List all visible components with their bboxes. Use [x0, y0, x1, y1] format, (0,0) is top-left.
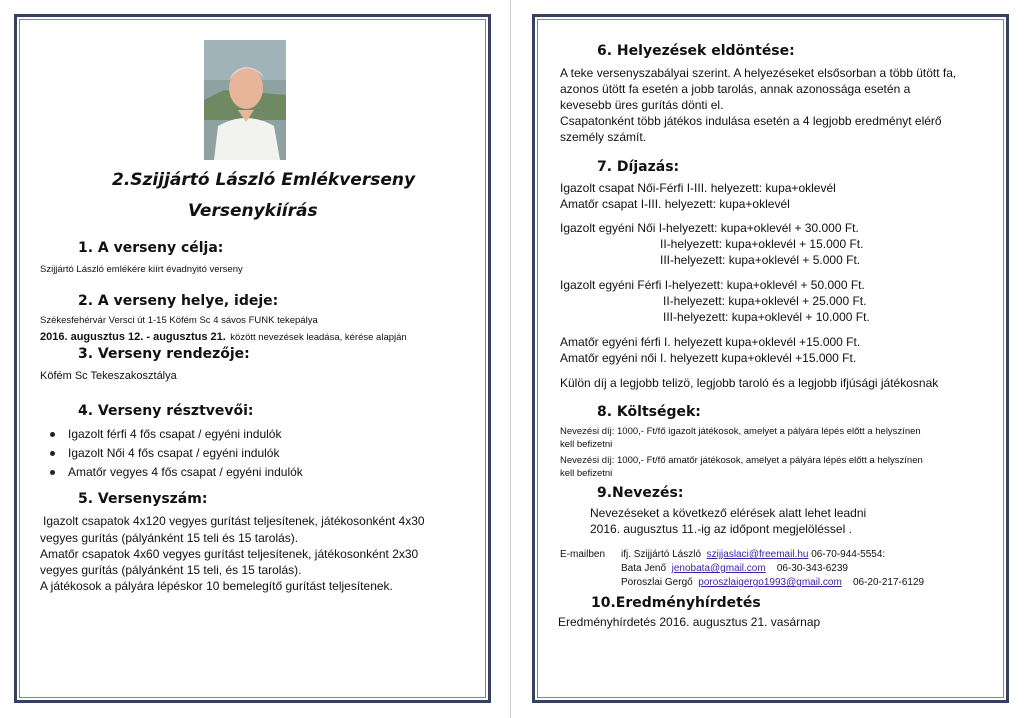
section-10-title: 10.Eredményhírdetés [591, 595, 761, 611]
bullet-icon [50, 470, 55, 475]
section-6-line: Csapatonként több játékos indulása esetén a 4 legjobb eredményt elérő [560, 114, 942, 128]
section-5-line: Amatőr csapatok 4x60 vegyes gurítást teljesítenek, játékosonként 2x30 [40, 547, 419, 561]
entry-line: 2016. augusztus 11.-ig az időpont megjelöléssel . [590, 522, 852, 536]
section-2-date-rest: között nevezések leadása, kérése alapján [230, 332, 407, 343]
contact-label: E-mailben [560, 549, 606, 560]
section-4-list [44, 425, 303, 482]
section-5-title: 5. Versenyszám: [78, 491, 208, 507]
section-1-title: 1. A verseny célja: [78, 240, 224, 256]
bullet-icon [50, 432, 55, 437]
contact-phone: 06-20-217-6129 [852, 577, 925, 588]
prize-amateur-line: Amatőr egyéni férfi I. helyezett kupa+oklevél +15.000 Ft. [560, 335, 861, 349]
entry-line: Nevezéseket a következő elérések alatt lehet leadni [590, 506, 867, 520]
section-2-place: Székesfehérvár Versci út 1-15 Köfém Sc 4 sávos FUNK tekepálya [40, 315, 318, 326]
list-item: Amatőr vegyes 4 fős csapat / egyéni indulók [44, 463, 303, 482]
contact-phone: 06-30-343-6239 [776, 563, 848, 574]
contact-name: ifj. Szijjártó László [621, 549, 702, 560]
section-9-title: 9.Nevezés: [597, 485, 684, 501]
section-6-line: A teke versenyszabályai szerint. A helyezéseket elsősorban a több ütött fa, [560, 66, 957, 80]
bullet-icon [50, 451, 55, 456]
cost-line: kell befizetni [560, 468, 613, 479]
prize-team-line: Amatőr csapat I-III. helyezett: kupa+oklevél [560, 197, 790, 211]
cost-line: Nevezési díj: 1000,- Ft/fő amatőr játékosok, amelyet a pályára lépés előtt a helyszínen [560, 455, 923, 466]
contact-email-link[interactable]: szijjaslaci@freemail.hu [706, 549, 809, 560]
prize-men-line: II-helyezett: kupa+oklevél + 25.000 Ft. [663, 294, 867, 308]
section-5-line: vegyes gurítás (pályánként 15 teli és 15 tarolás). [40, 531, 299, 545]
section-5-line: Igazolt csapatok 4x120 vegyes gurítást teljesítenek, játékosonként 4x30 [43, 514, 425, 528]
list-item: Igazolt férfi 4 fős csapat / egyéni indulók [44, 425, 303, 444]
prize-team-line: Igazolt csapat Női-Férfi I-III. helyezett: kupa+oklevél [560, 181, 836, 195]
contact-name: Poroszlai Gergő [621, 577, 693, 588]
contact-name: Bata Jenő [621, 563, 667, 574]
page-gutter [510, 0, 511, 718]
list-item: Igazolt Női 4 fős csapat / egyéni indulók [44, 444, 303, 463]
section-4-title: 4. Verseny résztvevői: [78, 403, 254, 419]
section-6-title: 6. Helyezések eldöntése: [597, 43, 795, 59]
section-5-line: A játékosok a pályára lépéskor 10 bemelegítő gurítást teljesítenek. [40, 579, 393, 593]
contact-email-link[interactable]: jenobata@gmail.com [671, 563, 766, 574]
section-2-date [40, 327, 407, 345]
section-6-line: személy számít. [560, 130, 647, 144]
contact-row [621, 563, 848, 574]
section-1-text: Szijjártó László emlékére kiírt évadnyitó verseny [40, 264, 243, 275]
prize-women-line: II-helyezett: kupa+oklevél + 15.000 Ft. [660, 237, 864, 251]
prize-men-line: Igazolt egyéni Férfi I-helyezett: kupa+oklevél + 50.000 Ft. [560, 278, 865, 292]
section-3-text: Köfém Sc Tekeszakosztálya [40, 370, 177, 382]
prize-women-line: Igazolt egyéni Női I-helyezett: kupa+oklevél + 30.000 Ft. [560, 221, 859, 235]
section-5-line: vegyes gurítás (pályánként 15 teli, és 15 tarolás). [40, 563, 302, 577]
cost-line: Nevezési díj: 1000,- Ft/fő igazolt játékosok, amelyet a pályára lépés előtt a helyszínen [560, 426, 921, 437]
portrait-image [204, 40, 286, 160]
section-2-date-bold: 2016. augusztus 12. - augusztus 21. [40, 331, 226, 343]
prize-men-line: III-helyezett: kupa+oklevél + 10.000 Ft. [663, 310, 870, 324]
section-6-line: azonos ütött fa esetén a jobb tarolás, annak azonossága esetén a [560, 82, 911, 96]
prize-women-line: III-helyezett: kupa+oklevél + 5.000 Ft. [660, 253, 861, 267]
contact-row [621, 577, 924, 588]
section-3-title: 3. Verseny rendezője: [78, 346, 250, 362]
prize-amateur-line: Amatőr egyéni női I. helyezett kupa+oklevél +15.000 Ft. [560, 351, 857, 365]
contact-email-link[interactable]: poroszlaigergo1993@gmail.com [698, 577, 842, 588]
section-2-title: 2. A verseny helye, ideje: [78, 293, 279, 309]
cost-line: kell befizetni [560, 439, 613, 450]
contact-phone: 06-70-944-5554: [811, 549, 886, 560]
contact-row [621, 549, 885, 560]
title-line-1: 2.Szijjártó László Emlékverseny [112, 170, 416, 190]
section-7-title: 7. Díjazás: [597, 159, 680, 175]
section-10-text: Eredményhírdetés 2016. augusztus 21. vasárnap [558, 615, 821, 629]
prize-special-line: Külön díj a legjobb telizö, legjobb taroló és a legjobb ifjúsági játékosnak [560, 376, 939, 390]
section-8-title: 8. Költségek: [597, 404, 701, 420]
section-6-line: kevesebb üres gurítás dönti el. [560, 98, 724, 112]
title-line-2: Versenykiírás [188, 201, 318, 221]
portrait-photo [204, 40, 286, 160]
